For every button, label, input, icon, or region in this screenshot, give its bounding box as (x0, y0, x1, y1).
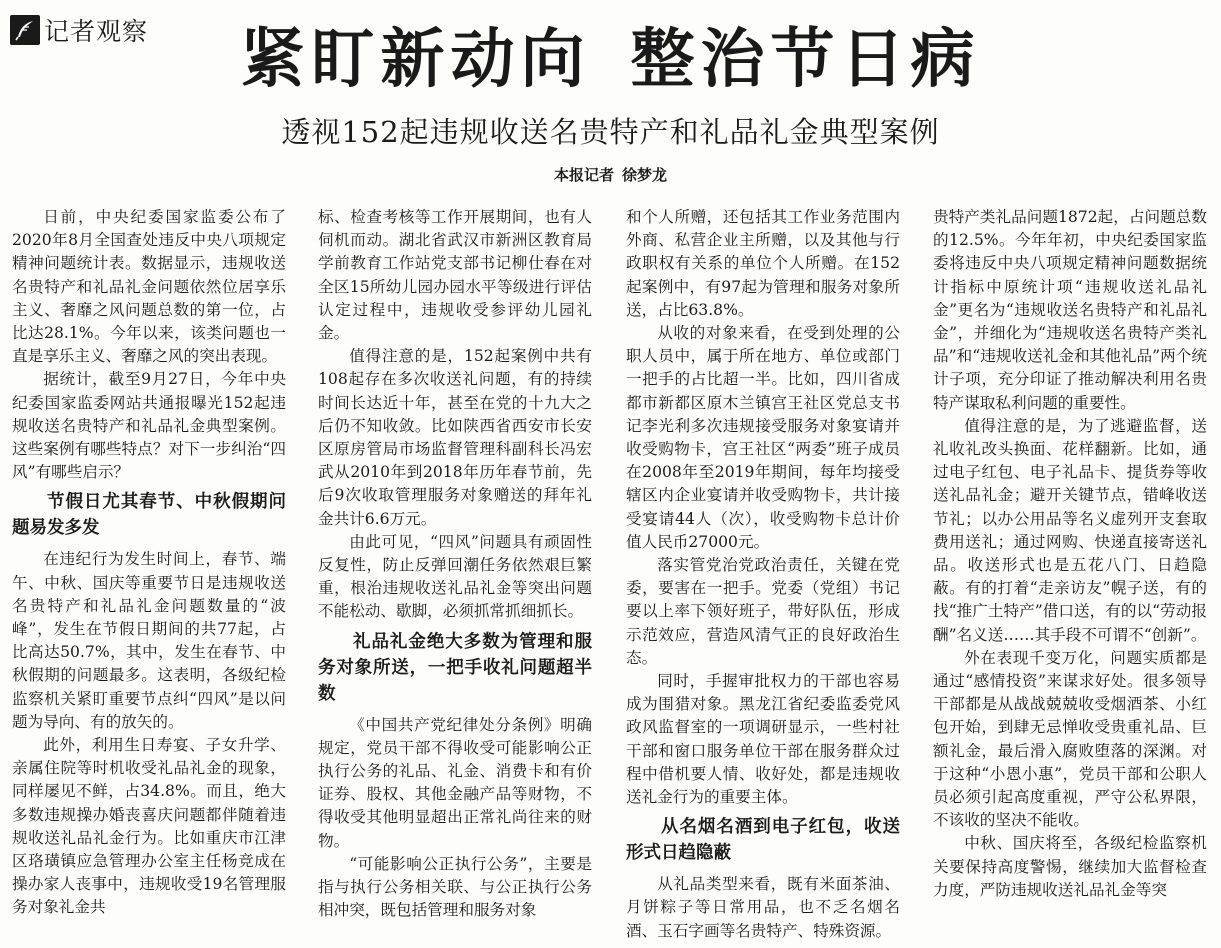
subheadline: 透视152起违规收送名贵特产和礼品礼金典型案例 (281, 115, 940, 149)
paragraph: 由此可见，“四风”问题具有顽固性反复性，防止反弹回潮任务依然艰巨繁重，根治违规收送礼品礼金等突出问题不能松动、歇脚，必须抓常抓细抓长。 (318, 532, 592, 621)
headline-part-1: 紧盯新动向 (240, 23, 591, 97)
section-heading: 礼品礼金绝大多数为管理和服务对象所送，一把手收礼问题超半数 (318, 631, 592, 704)
paragraph: 中秋、国庆将至，各级纪检监察机关要保持高度警惕，继续加大监督检查力度，严防违规收送礼品礼金等突 (933, 834, 1207, 899)
paragraph: 值得注意的是，为了逃避监督，送礼收礼改头换面、花样翻新。比如，通过电子红包、电子礼品卡、提货券等收送礼品礼金；避开关键节点，错峰收送节礼；以办公用品等名义虚列开支套取费用送礼；通过网购、快递直接寄送礼品。收送形式也是五花八门、日趋隐蔽。有的打着“走亲访友”幌子送，有的找“推广土特产”借口送，有的以“劳动报酬”名义送……其手段不可谓不“创新”。 (933, 416, 1207, 644)
paragraph: 外在表现千变万化，问题实质都是通过“感情投资”来谋求好处。很多领导干部都是从战战兢兢收受烟酒茶、小红包开始，到肆无忌惮收受贵重礼品、巨额礼金，最后滑入腐败堕落的深渊。对于这种“小恩小惠”，党员干部和公职人员必须引起高度重视，严守公私界限，不该收的坚决不能收。 (933, 648, 1207, 830)
article-column-2 (318, 206, 592, 948)
paragraph: 同时，手握审批权力的干部也容易成为围猎对象。黑龙江省纪委监委党风政风监督室的一项调研显示，一些村社干部和窗口服务单位干部在服务群众过程中借机要人情、收好处，都是违规收送礼金行为的重要主体。 (626, 672, 900, 807)
headline (0, 20, 1221, 100)
paragraph: 值得注意的是，152起案例中共有108起存在多次收送礼问题，有的持续时间长达近十年，甚至在党的十九大之后仍不知收敛。比如陕西省西安市长安区原房管局市场监督管理科副科长冯宏武从2010年到2018年历年春节前，先后9次收取管理服务对象赠送的拜年礼金共计6.6万元。 (318, 347, 592, 528)
paragraph: 在违纪行为发生时间上，春节、端午、中秋、国庆等重要节日是违规收送名贵特产和礼品礼金问题数量的“波峰”，发生在节假日期间的共77起，占比高达50.7%，其中，发生在春节、中秋假期的问题最多。这表明，各级纪检监察机关紧盯重要节点纠“四风”是以问题为导向、有的放矢的。 (12, 550, 286, 731)
paragraph: 从收的对象来看，在受到处理的公职人员中，属于所在地方、单位或部门一把手的占比超一半。比如，四川省成都市新都区原木兰镇宫王社区党总支书记李光利多次违规接受服务对象宴请并收受购物卡，宫王社区“两委”班子成员在2008年至2019年期间，每年均接受辖区内企业宴请并收受购物卡，共计接受宴请44人（次），收受购物卡总计价值人民币27000元。 (626, 324, 900, 551)
paragraph: 落实管党治党政治责任，关键在党委，要害在一把手。党委（党组）书记要以上率下领好班子，带好队伍，形成示范效应，营造风清气正的良好政治生态。 (626, 556, 900, 667)
paragraph: 和个人所赠，还包括其工作业务范围内外商、私营企业主所赠，以及其他与行政职权有关系的单位个人所赠。在152起案例中，有97起为管理和服务对象所送，占比63.8%。 (626, 208, 900, 319)
headline-part-2: 整治节日病 (630, 23, 981, 97)
paragraph: “可能影响公正执行公务”，主要是指与执行公务相关联、与公正执行公务相冲突，既包括管理和服务对象 (318, 854, 592, 920)
paragraph: 从礼品类型来看，既有米面茶油、月饼粽子等日常用品，也不乏名烟名酒、玉石字画等名贵特产、特殊资源。 (626, 875, 900, 940)
paragraph: 贵特产类礼品问题1872起，占问题总数的12.5%。今年年初，中央纪委国家监委将违反中央八项规定精神问题数据统计指标中原统计项“违规收送礼品礼金”更名为“违规收送名贵特产和礼品礼金”，并细化为“违规收送名贵特产类礼品”和“违规收送礼金和其他礼品”两个统计子项，充分印证了推动解决利用名贵特产谋取私利问题的重要性。 (933, 208, 1207, 412)
section-heading: 从名烟名酒到电子红包，收送形式日趋隐蔽 (626, 817, 900, 864)
article-column-4 (933, 206, 1207, 948)
paragraph: 日前，中央纪委国家监委公布了2020年8月全国查处违反中央八项规定精神问题统计表。数据显示，违规收送名贵特产和礼品礼金问题依然位居享乐主义、奢靡之风问题总数的第一位，占比达28.1%。今年以来，该类问题也一直是享乐主义、奢靡之风的突出表现。 (12, 208, 286, 366)
byline-name: 徐梦龙 (622, 166, 668, 184)
section-label: 记者观察 (44, 17, 149, 46)
article-column-3 (626, 206, 900, 948)
article-column-1 (12, 206, 286, 948)
byline-role: 本报记者 (553, 166, 614, 184)
byline (0, 164, 1221, 186)
paragraph: 标、检查考核等工作开展期间，也有人伺机而动。湖北省武汉市新洲区教育局学前教育工作站党支部书记柳仕春在对全区15所幼儿园办园水平等级进行评估认定过程中，违规收受参评幼儿园礼金。 (318, 208, 592, 343)
paragraph: 据统计，截至9月27日，今年中央纪委国家监委网站共通报曝光152起违规收送名贵特产和礼品礼金典型案例。这些案例有哪些特点？对下一步纠治“四风”有哪些启示？ (12, 370, 286, 482)
section-heading: 节假日尤其春节、中秋假期问题易发多发 (12, 492, 286, 539)
paragraph: 此外，利用生日寿宴、子女升学、亲属住院等时机收受礼品礼金的现象，同样屡见不鲜，占34.8%。而且，绝大多数违规操办婚丧喜庆问题都伴随着违规收送礼品礼金行为。比如重庆市江津区珞璜镇应急管理办公室主任杨竞成在操办家人丧事中，违规收受19名管理服务对象礼金共 (12, 736, 286, 917)
paragraph: 《中国共产党纪律处分条例》明确规定，党员干部不得收受可能影响公正执行公务的礼品、礼金、消费卡和有价证券、股权、其他金融产品等财物，不得收受其他明显超出正常礼尚往来的财物。 (318, 715, 592, 850)
